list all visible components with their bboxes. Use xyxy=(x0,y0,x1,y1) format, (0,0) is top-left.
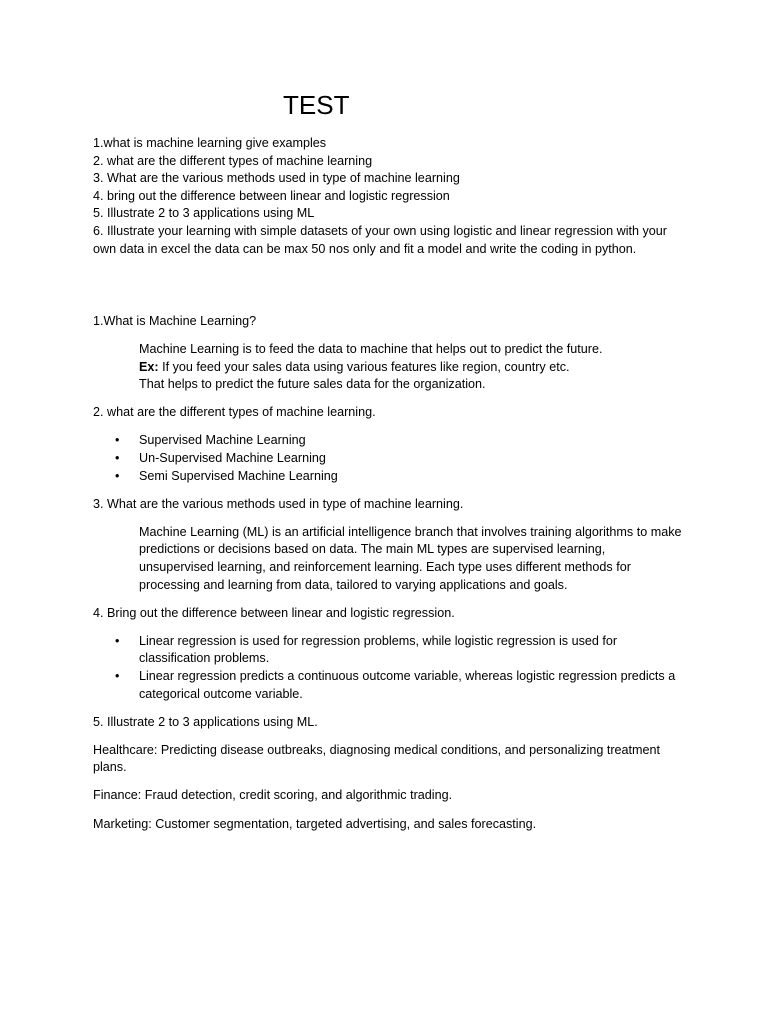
question-item: 6. Illustrate your learning with simple datasets of your own using logistic and linear regression with your own data in excel the data can be max 50 nos only and fit a model and write the coding in python. xyxy=(93,223,667,256)
bullet-icon: • xyxy=(115,468,120,483)
answer-1-line: That helps to predict the future sales data for the organization. xyxy=(139,377,486,392)
answer-3-heading: 3. What are the various methods used in type of machine learning. xyxy=(93,496,464,511)
question-item: 5. Illustrate 2 to 3 applications using ML xyxy=(93,206,315,221)
answer-1-body xyxy=(139,341,683,394)
bullet-icon: • xyxy=(115,433,120,448)
example-label: Ex: xyxy=(139,359,159,374)
answer-5-heading: 5. Illustrate 2 to 3 applications using ML. xyxy=(93,714,318,729)
application-marketing: Marketing: Customer segmentation, targeted advertising, and sales forecasting. xyxy=(93,816,537,831)
application-healthcare: Healthcare: Predicting disease outbreaks, diagnosing medical conditions, and personalizing treatment plans. xyxy=(93,742,661,775)
question-item: 2. what are the different types of machine learning xyxy=(93,153,373,168)
question-item: 3. What are the various methods used in type of machine learning xyxy=(93,171,460,186)
list-item xyxy=(93,450,683,468)
answer-3-body: Machine Learning (ML) is an artificial intelligence branch that involves training algorithms to make predictions or decisions based on data. The main ML types are supervised learning, unsupervised learning, and reinforcement learning. Each type uses different methods for processing and learning from data, tailored to varying applications and goals. xyxy=(139,524,682,592)
answer-1-heading: 1.What is Machine Learning? xyxy=(93,314,257,328)
list-item xyxy=(93,468,683,486)
bullet-icon: • xyxy=(115,451,120,466)
question-list xyxy=(93,135,673,258)
application-finance: Finance: Fraud detection, credit scoring, and algorithmic trading. xyxy=(93,788,453,803)
list-item-text: Un-Supervised Machine Learning xyxy=(139,451,326,466)
answer-1-line: Machine Learning is to feed the data to machine that helps out to predict the future. xyxy=(139,342,603,357)
list-item-text: Linear regression is used for regression problems, while logistic regression is used for classification problems. xyxy=(139,633,618,666)
answers-section xyxy=(93,313,683,844)
ml-types-list xyxy=(93,432,683,485)
list-item xyxy=(93,668,683,703)
document-title: TEST xyxy=(283,90,350,120)
bullet-icon: • xyxy=(115,669,120,683)
example-text: If you feed your sales data using various features like region, country etc. xyxy=(158,359,570,374)
list-item-text: Semi Supervised Machine Learning xyxy=(139,468,338,483)
list-item xyxy=(93,432,683,450)
question-item: 1.what is machine learning give examples xyxy=(93,136,327,150)
bullet-icon: • xyxy=(115,633,120,648)
list-item xyxy=(93,633,683,668)
question-item: 4. bring out the difference between linear and logistic regression xyxy=(93,188,450,203)
answer-2-heading: 2. what are the different types of machine learning. xyxy=(93,405,376,420)
list-item-text: Linear regression predicts a continuous outcome variable, whereas logistic regression predicts a categorical outcome variable. xyxy=(139,669,676,701)
regression-diff-list xyxy=(93,633,683,703)
answer-4-heading: 4. Bring out the difference between linear and logistic regression. xyxy=(93,605,455,620)
list-item-text: Supervised Machine Learning xyxy=(139,433,306,448)
